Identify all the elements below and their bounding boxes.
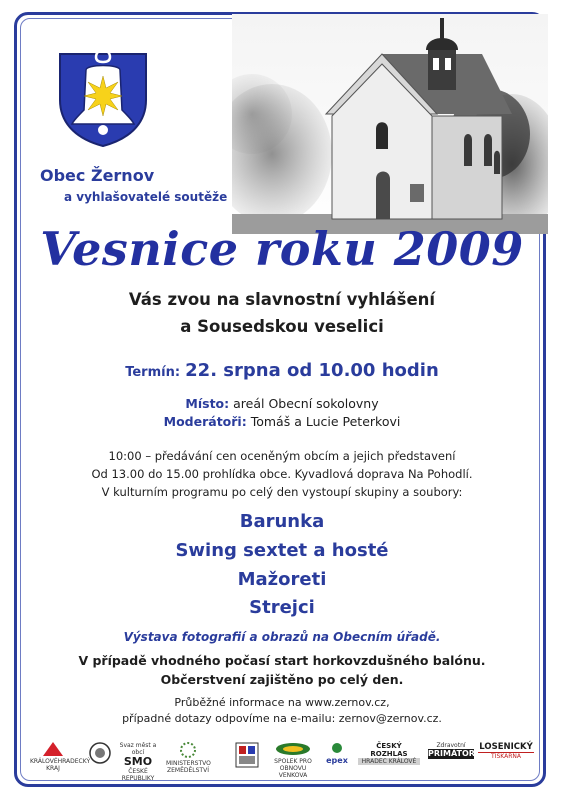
seal-icon xyxy=(89,742,111,764)
invitation-line-2: a Sousedskou veselici xyxy=(180,317,384,336)
program-line: 10:00 – předávání cen oceněným obcím a jejich představení xyxy=(108,449,456,463)
municipality-name: Obec Žernov xyxy=(40,166,155,185)
termin-value: 22. srpna od 10.00 hodin xyxy=(185,360,439,381)
balloon-note: V případě vhodného počasí start horkovzdušného balónu. xyxy=(78,653,486,668)
region-logo-icon xyxy=(43,742,63,756)
moderatori-row xyxy=(0,414,564,429)
contact-line-2: případné dotazy odpovíme na e-mailu: zernov@zernov.cz. xyxy=(122,712,442,725)
event-title: Vesnice roku 2009 xyxy=(40,222,524,276)
spolek-logo-icon xyxy=(275,742,311,756)
termin-row xyxy=(0,360,564,381)
exhibition-note: Výstava fotografií a obrazů na Obecním úřadě. xyxy=(123,630,441,644)
invitation-line-1: Vás zvou na slavnostní vyhlášení xyxy=(128,290,436,309)
sponsor-smo: Svaz měst a obcí SMO ČESKÉ REPUBLIKY xyxy=(119,742,157,782)
sponsor-epex: epex xyxy=(322,742,352,765)
organizers-line: a vyhlašovatelé soutěže xyxy=(64,190,228,204)
sponsor-ministry: MINISTERSTVO ZEMĚDĚLSTVÍ xyxy=(166,742,210,774)
refreshments-note: Občerstvení zajištěno po celý den. xyxy=(160,672,404,687)
sponsor-seal xyxy=(86,742,114,766)
misto-value: areál Obecní sokolovny xyxy=(233,396,379,411)
crest-logo-icon xyxy=(235,742,259,768)
program-line: V kulturním programu po celý den vystoupí skupiny a soubory: xyxy=(101,485,463,499)
misto-label: Místo: xyxy=(185,396,230,411)
band-item: Barunka xyxy=(239,511,325,532)
moderatori-label: Moderátoři: xyxy=(163,414,247,429)
sponsor-spolek: SPOLEK PRO OBNOVU VENKOVA xyxy=(270,742,316,779)
band-item: Swing sextet a hosté xyxy=(175,540,389,561)
misto-row xyxy=(0,396,564,411)
sponsor-primator: Zdravotní PRIMÁTOR xyxy=(428,742,475,758)
coat-of-arms-icon xyxy=(56,48,150,148)
moderatori-value: Tomáš a Lucie Peterkovi xyxy=(250,414,401,429)
contact-line-1: Průběžné informace na www.zernov.cz, xyxy=(174,696,390,709)
sponsor-crest xyxy=(232,742,262,770)
program-line: Od 13.00 do 15.00 prohlídka obce. Kyvadlová doprava Na Pohodlí. xyxy=(91,467,473,481)
sponsor-khk: KRÁLOVÉHRADECKÝ KRAJ xyxy=(30,742,76,772)
termin-label: Termín: xyxy=(125,365,181,380)
sponsor-rozhlas: ČESKÝ ROZHLAS HRADEC KRÁLOVÉ xyxy=(358,742,420,765)
epex-logo-icon xyxy=(330,742,344,754)
band-item: Strejci xyxy=(249,597,315,618)
band-item: Mažoreti xyxy=(237,569,327,590)
sponsor-losenicky: LOSENICKÝ TISKÁRNA xyxy=(479,742,533,760)
church-photo xyxy=(232,14,548,234)
ministry-logo-icon xyxy=(180,742,196,758)
